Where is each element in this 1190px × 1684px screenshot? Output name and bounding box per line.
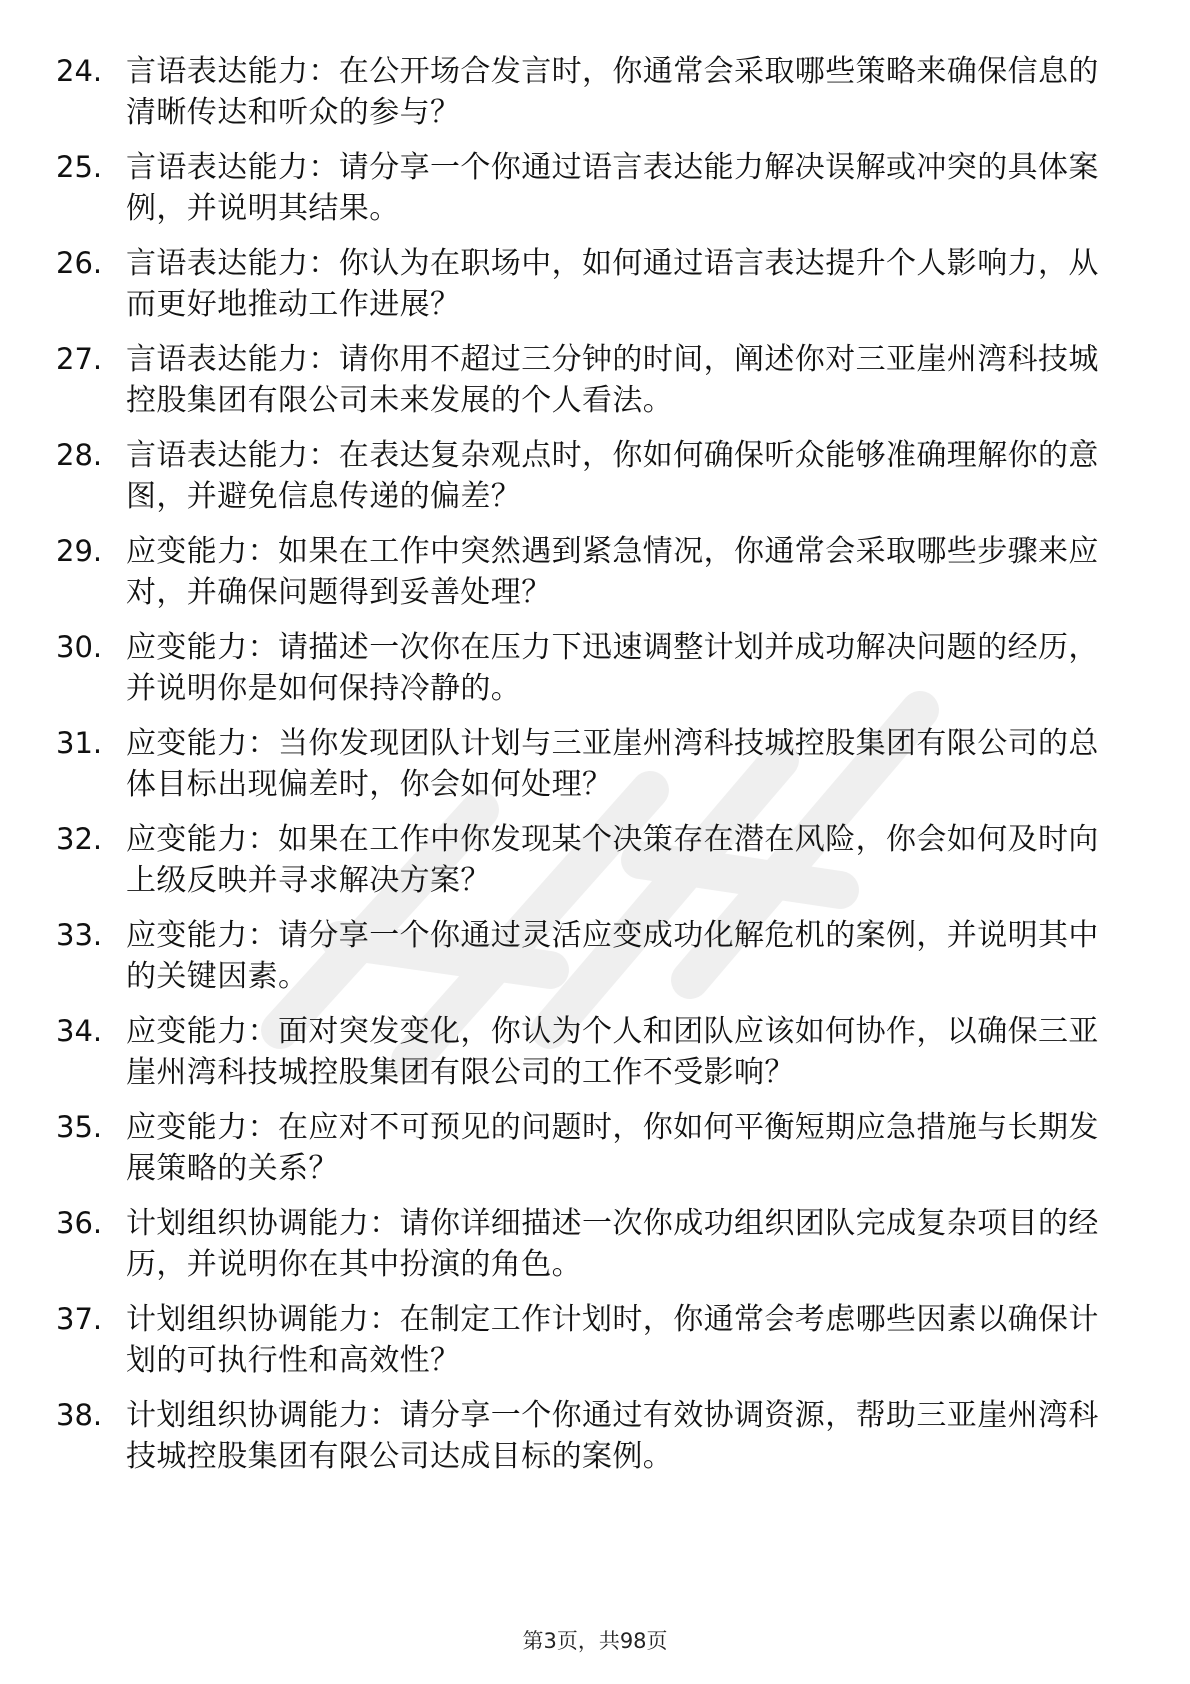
question-text: 应变能力：在应对不可预见的问题时，你如何平衡短期应急措施与长期发展策略的关系？ bbox=[126, 1110, 1099, 1186]
question-text: 应变能力：请描述一次你在压力下迅速调整计划并成功解决问题的经历，并说明你是如何保持冷静的。 bbox=[126, 630, 1099, 706]
question-number: 37. bbox=[56, 1302, 103, 1336]
question-number: 25. bbox=[56, 150, 103, 184]
list-item bbox=[56, 915, 1116, 997]
question-number: 35. bbox=[56, 1110, 103, 1144]
question-number: 31. bbox=[56, 726, 103, 760]
list-item bbox=[56, 1299, 1116, 1381]
list-item bbox=[56, 1203, 1116, 1285]
question-number: 27. bbox=[56, 342, 103, 376]
question-number: 24. bbox=[56, 54, 103, 88]
question-number: 26. bbox=[56, 246, 103, 280]
question-number: 30. bbox=[56, 630, 103, 664]
question-number: 34. bbox=[56, 1014, 103, 1048]
question-text: 计划组织协调能力：请你详细描述一次你成功组织团队完成复杂项目的经历，并说明你在其中扮演的角色。 bbox=[126, 1206, 1099, 1282]
list-item bbox=[56, 819, 1116, 901]
question-text: 应变能力：面对突发变化，你认为个人和团队应该如何协作，以确保三亚崖州湾科技城控股集团有限公司的工作不受影响？ bbox=[126, 1014, 1099, 1090]
list-item bbox=[56, 627, 1116, 709]
question-text: 计划组织协调能力：请分享一个你通过有效协调资源，帮助三亚崖州湾科技城控股集团有限公司达成目标的案例。 bbox=[126, 1398, 1099, 1474]
page-footer bbox=[0, 1628, 1190, 1654]
question-text: 计划组织协调能力：在制定工作计划时，你通常会考虑哪些因素以确保计划的可执行性和高效性？ bbox=[126, 1302, 1099, 1378]
list-item bbox=[56, 1395, 1116, 1477]
question-number: 36. bbox=[56, 1206, 103, 1240]
list-item bbox=[56, 243, 1116, 325]
question-number: 29. bbox=[56, 534, 103, 568]
list-item bbox=[56, 147, 1116, 229]
question-text: 应变能力：当你发现团队计划与三亚崖州湾科技城控股集团有限公司的总体目标出现偏差时，你会如何处理？ bbox=[126, 726, 1099, 802]
list-item bbox=[56, 339, 1116, 421]
question-text: 言语表达能力：在公开场合发言时，你通常会采取哪些策略来确保信息的清晰传达和听众的参与？ bbox=[126, 54, 1099, 130]
page-number-label: 第3页，共98页 bbox=[522, 1629, 668, 1653]
list-item bbox=[56, 531, 1116, 613]
question-number: 28. bbox=[56, 438, 103, 472]
question-text: 言语表达能力：你认为在职场中，如何通过语言表达提升个人影响力，从而更好地推动工作进展？ bbox=[126, 246, 1099, 322]
question-text: 应变能力：如果在工作中你发现某个决策存在潜在风险，你会如何及时向上级反映并寻求解决方案？ bbox=[126, 822, 1099, 898]
question-number: 38. bbox=[56, 1398, 103, 1432]
list-item bbox=[56, 435, 1116, 517]
question-text: 应变能力：请分享一个你通过灵活应变成功化解危机的案例，并说明其中的关键因素。 bbox=[126, 918, 1099, 994]
list-item bbox=[56, 1011, 1116, 1093]
list-item bbox=[56, 1107, 1116, 1189]
question-text: 言语表达能力：请分享一个你通过语言表达能力解决误解或冲突的具体案例，并说明其结果。 bbox=[126, 150, 1099, 226]
question-text: 言语表达能力：请你用不超过三分钟的时间，阐述你对三亚崖州湾科技城控股集团有限公司未来发展的个人看法。 bbox=[126, 342, 1099, 418]
list-item bbox=[56, 723, 1116, 805]
question-text: 言语表达能力：在表达复杂观点时，你如何确保听众能够准确理解你的意图，并避免信息传递的偏差？ bbox=[126, 438, 1099, 514]
list-item bbox=[56, 51, 1116, 133]
question-number: 32. bbox=[56, 822, 103, 856]
question-number: 33. bbox=[56, 918, 103, 952]
question-list bbox=[56, 51, 1116, 1491]
question-text: 应变能力：如果在工作中突然遇到紧急情况，你通常会采取哪些步骤来应对，并确保问题得到妥善处理？ bbox=[126, 534, 1099, 610]
